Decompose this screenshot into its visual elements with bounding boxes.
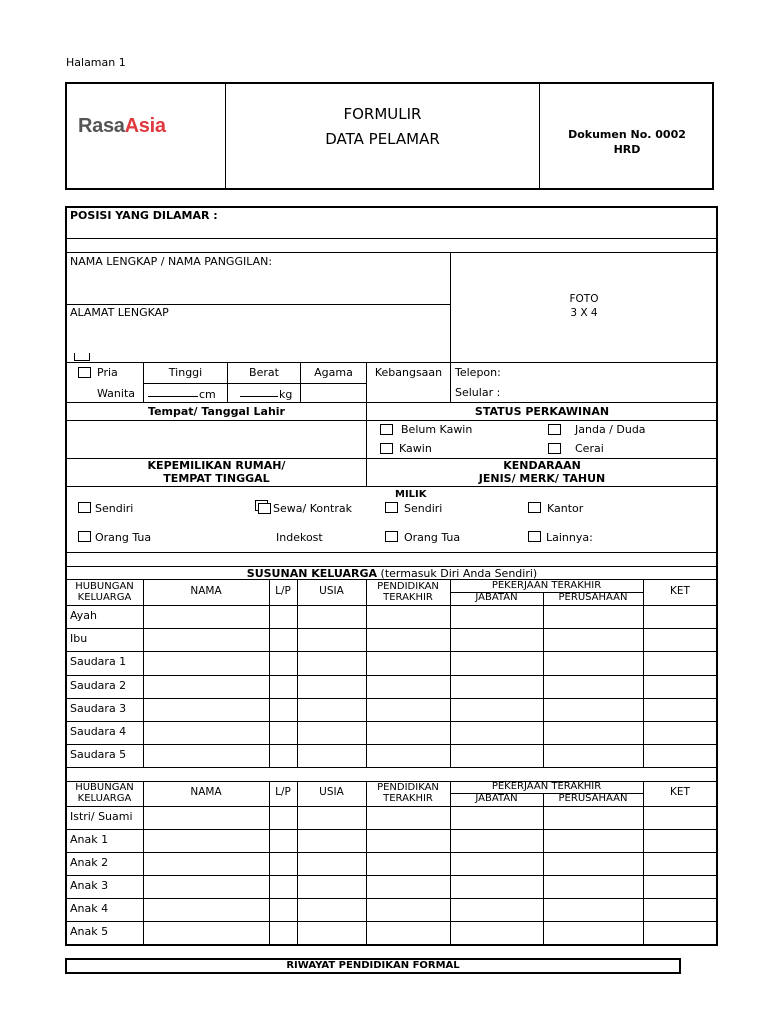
vehicle-office-label: Kantor	[547, 502, 584, 515]
family-title-note: (termasuk Diri Anda Sendiri)	[380, 567, 538, 580]
family-parents-cell-education[interactable]	[368, 746, 448, 765]
family-spouse-cell-company[interactable]	[545, 877, 641, 896]
family-spouse-row-label: Anak 3	[70, 879, 109, 892]
family-spouse-cell-note[interactable]	[645, 808, 715, 827]
family-parents-header-education-2: TERAKHIR	[383, 592, 433, 603]
family-spouse-cell-note[interactable]	[645, 831, 715, 850]
nationality-label: Kebangsaan	[374, 366, 443, 379]
family-spouse-header-gender: L/P	[275, 786, 291, 798]
housing-own-checkbox[interactable]	[78, 502, 91, 513]
family-parents-cell-company[interactable]	[545, 700, 641, 719]
family-parents-cell-gender[interactable]	[271, 630, 295, 649]
family-spouse-header-education-2: TERAKHIR	[383, 793, 433, 804]
family-spouse-row-label: Anak 5	[70, 925, 109, 938]
family-parents-header-relation-1: HUBUNGAN	[75, 581, 134, 592]
housing-boarding-label: Indekost	[276, 531, 323, 544]
family-spouse-cell-age[interactable]	[299, 923, 364, 942]
family-parents-cell-gender[interactable]	[271, 746, 295, 765]
family-spouse-cell-gender[interactable]	[271, 900, 295, 919]
address-label: ALAMAT LENGKAP	[70, 306, 169, 319]
marital-widowed-label: Janda / Duda	[575, 423, 646, 436]
nationality-field[interactable]	[367, 384, 450, 401]
birth-label: Tempat/ Tanggal Lahir	[148, 405, 285, 418]
photo-size: 3 X 4	[570, 307, 598, 319]
gender-female-label: Wanita	[97, 387, 135, 400]
family-spouse-cell-education[interactable]	[368, 900, 448, 919]
form-title-line1: FORMULIR	[343, 105, 422, 123]
family-spouse-header-note: KET	[670, 786, 690, 798]
family-parents-cell-company[interactable]	[545, 653, 641, 673]
family-parents-cell-company[interactable]	[545, 630, 641, 649]
birth-field[interactable]	[67, 421, 365, 457]
family-title-text: SUSUNAN KELUARGA	[246, 567, 378, 580]
religion-field[interactable]	[301, 384, 366, 401]
family-spouse-cell-gender[interactable]	[271, 808, 295, 827]
marital-widowed-checkbox[interactable]	[548, 424, 561, 435]
family-spouse-row-label: Istri/ Suami	[70, 810, 133, 823]
family-parents-row-label: Ibu	[70, 632, 88, 645]
marital-divorced-checkbox[interactable]	[548, 443, 561, 454]
fullname-field[interactable]	[67, 270, 449, 303]
religion-label: Agama	[314, 366, 353, 379]
owner-label: MILIK	[395, 489, 427, 500]
vehicle-parents-label: Orang Tua	[404, 531, 461, 544]
family-parents-row-label: Saudara 3	[70, 702, 127, 715]
family-spouse-cell-note[interactable]	[645, 900, 715, 919]
family-spouse-cell-position[interactable]	[452, 877, 541, 896]
family-spouse-cell-name[interactable]	[145, 923, 267, 942]
family-spouse-cell-age[interactable]	[299, 877, 364, 896]
family-spouse-cell-position[interactable]	[452, 808, 541, 827]
height-label: Tinggi	[168, 366, 203, 379]
vehicle-own-checkbox[interactable]	[385, 502, 398, 513]
family-spouse-cell-note[interactable]	[645, 877, 715, 896]
family-spouse-cell-name[interactable]	[145, 877, 267, 896]
family-parents-cell-name[interactable]	[145, 653, 267, 673]
family-spouse-cell-education[interactable]	[368, 854, 448, 873]
family-parents-cell-age[interactable]	[299, 700, 364, 719]
education-title: RIWAYAT PENDIDIKAN FORMAL	[286, 960, 460, 971]
family-spouse-header-relation-1: HUBUNGAN	[75, 782, 134, 793]
family-spouse-header-job: PEKERJAAN TERAKHIR	[491, 781, 602, 792]
family-parents-cell-position[interactable]	[452, 700, 541, 719]
family-spouse-cell-age[interactable]	[299, 854, 364, 873]
position-label: POSISI YANG DILAMAR :	[70, 209, 218, 222]
housing-label-line1: KEPEMILIKAN RUMAH/	[147, 459, 286, 472]
family-parents-header-age: USIA	[319, 585, 344, 597]
vehicle-parents-checkbox[interactable]	[385, 531, 398, 542]
family-spouse-row-label: Anak 2	[70, 856, 109, 869]
family-parents-cell-position[interactable]	[452, 723, 541, 742]
family-parents-cell-name[interactable]	[145, 723, 267, 742]
family-parents-cell-age[interactable]	[299, 607, 364, 626]
family-parents-cell-education[interactable]	[368, 630, 448, 649]
family-spouse-cell-name[interactable]	[145, 854, 267, 873]
family-parents-cell-education[interactable]	[368, 607, 448, 626]
family-spouse-row-label: Anak 4	[70, 902, 109, 915]
height-unit: cm	[199, 388, 216, 401]
family-parents-header-note: KET	[670, 585, 690, 597]
family-spouse-cell-age[interactable]	[299, 808, 364, 827]
position-field[interactable]	[67, 222, 716, 237]
gender-male-checkbox[interactable]	[78, 367, 91, 378]
phone-label: Telepon:	[455, 366, 501, 379]
page-label: Halaman 1	[66, 56, 126, 69]
family-spouse-cell-education[interactable]	[368, 831, 448, 850]
family-parents-cell-position[interactable]	[452, 653, 541, 673]
family-parents-cell-education[interactable]	[368, 723, 448, 742]
family-spouse-cell-position[interactable]	[452, 831, 541, 850]
family-spouse-cell-education[interactable]	[368, 808, 448, 827]
marital-married-checkbox[interactable]	[380, 443, 393, 454]
family-spouse-cell-age[interactable]	[299, 900, 364, 919]
mobile-field[interactable]	[510, 384, 715, 401]
family-spouse-cell-company[interactable]	[545, 900, 641, 919]
family-spouse-cell-company[interactable]	[545, 831, 641, 850]
family-spouse-cell-note[interactable]	[645, 854, 715, 873]
document-number: Dokumen No. 0002	[568, 128, 686, 141]
family-parents-header-gender: L/P	[275, 585, 291, 597]
family-parents-cell-company[interactable]	[545, 607, 641, 626]
family-spouse-cell-position[interactable]	[452, 900, 541, 919]
family-parents-cell-company[interactable]	[545, 746, 641, 765]
family-parents-header-position: JABATAN	[475, 592, 518, 603]
weight-label: Berat	[249, 366, 279, 379]
family-spouse-cell-age[interactable]	[299, 831, 364, 850]
housing-parents-checkbox[interactable]	[78, 531, 91, 542]
vehicle-own-label: Sendiri	[404, 502, 443, 515]
photo-placeholder	[451, 292, 717, 320]
family-parents-row-label: Saudara 4	[70, 725, 127, 738]
family-spouse-cell-company[interactable]	[545, 854, 641, 873]
family-parents-row-label: Saudara 1	[70, 655, 127, 668]
form-title-line2: DATA PELAMAR	[325, 130, 440, 148]
logo-part-asia: Asia	[124, 115, 166, 137]
family-spouse-cell-education[interactable]	[368, 877, 448, 896]
family-spouse-cell-education[interactable]	[368, 923, 448, 942]
family-spouse-header-name: NAMA	[190, 786, 222, 798]
weight-field[interactable]	[240, 385, 278, 396]
vehicle-label-line1: KENDARAAN	[503, 459, 581, 472]
vehicle-label	[367, 459, 717, 485]
family-parents-cell-note[interactable]	[645, 746, 715, 765]
family-spouse-cell-gender[interactable]	[271, 831, 295, 850]
family-parents-row-label: Saudara 2	[70, 679, 127, 692]
family-spouse-cell-position[interactable]	[452, 923, 541, 942]
family-parents-cell-name[interactable]	[145, 607, 267, 626]
family-parents-cell-position[interactable]	[452, 607, 541, 626]
family-parents-cell-gender[interactable]	[271, 653, 295, 673]
family-parents-cell-education[interactable]	[368, 700, 448, 719]
family-parents-row-label: Ayah	[70, 609, 98, 622]
family-spouse-cell-name[interactable]	[145, 900, 267, 919]
housing-label	[67, 459, 366, 485]
document-dept: HRD	[613, 143, 641, 156]
family-parents-cell-company[interactable]	[545, 677, 641, 696]
photo-label: FOTO	[569, 293, 599, 305]
document-info	[540, 127, 714, 157]
family-parents-cell-note[interactable]	[645, 653, 715, 673]
family-parents-header-company: PERUSAHAAN	[558, 592, 628, 603]
logo-part-rasa: Rasa	[78, 115, 125, 137]
family-parents-cell-gender[interactable]	[271, 607, 295, 626]
family-spouse-cell-company[interactable]	[545, 808, 641, 827]
gender-male-label: Pria	[97, 366, 118, 379]
family-parents-cell-age[interactable]	[299, 746, 364, 765]
housing-own-label: Sendiri	[95, 502, 134, 515]
family-spouse-header-company: PERUSAHAAN	[558, 793, 628, 804]
family-spouse-cell-name[interactable]	[145, 808, 267, 827]
family-spouse-cell-note[interactable]	[645, 923, 715, 942]
address-field[interactable]	[67, 320, 449, 350]
company-logo	[78, 115, 166, 138]
family-spouse-cell-name[interactable]	[145, 831, 267, 850]
family-spouse-cell-gender[interactable]	[271, 877, 295, 896]
height-field[interactable]	[148, 385, 198, 396]
family-spouse-cell-company[interactable]	[545, 923, 641, 942]
family-spouse-header-education-1: PENDIDIKAN	[377, 782, 439, 793]
family-spouse-cell-position[interactable]	[452, 854, 541, 873]
weight-unit: kg	[279, 388, 293, 401]
vehicle-other-label: Lainnya:	[546, 531, 593, 544]
family-spouse-header-age: USIA	[319, 786, 344, 798]
family-parents-cell-gender[interactable]	[271, 677, 295, 696]
family-spouse-cell-gender[interactable]	[271, 854, 295, 873]
vehicle-label-line2: JENIS/ MERK/ TAHUN	[478, 472, 606, 485]
marital-label: STATUS PERKAWINAN	[474, 405, 610, 418]
housing-label-line2: TEMPAT TINGGAL	[163, 472, 270, 485]
family-parents-cell-education[interactable]	[368, 653, 448, 673]
family-parents-header-name: NAMA	[190, 585, 222, 597]
family-parents-cell-note[interactable]	[645, 723, 715, 742]
family-parents-cell-name[interactable]	[145, 630, 267, 649]
housing-rent-checkbox-inner	[258, 503, 271, 514]
family-parents-cell-note[interactable]	[645, 607, 715, 626]
family-parents-header-relation-2: KELUARGA	[77, 592, 132, 603]
family-parents-cell-position[interactable]	[452, 630, 541, 649]
family-parents-cell-education[interactable]	[368, 677, 448, 696]
housing-rent-label: Sewa/ Kontrak	[273, 502, 353, 515]
housing-parents-label: Orang Tua	[95, 531, 152, 544]
family-parents-cell-company[interactable]	[545, 723, 641, 742]
family-parents-cell-name[interactable]	[145, 700, 267, 719]
family-parents-cell-gender[interactable]	[271, 723, 295, 742]
marital-divorced-label: Cerai	[575, 442, 604, 455]
marital-single-checkbox[interactable]	[380, 424, 393, 435]
family-parents-cell-name[interactable]	[145, 677, 267, 696]
family-parents-cell-age[interactable]	[299, 653, 364, 673]
fullname-label: NAMA LENGKAP / NAMA PANGGILAN:	[70, 255, 273, 268]
mobile-label: Selular :	[455, 386, 501, 399]
family-spouse-header-position: JABATAN	[475, 793, 518, 804]
family-parents-cell-position[interactable]	[452, 677, 541, 696]
family-spouse-cell-gender[interactable]	[271, 923, 295, 942]
marital-married-label: Kawin	[399, 442, 432, 455]
family-parents-cell-name[interactable]	[145, 746, 267, 765]
vehicle-other-checkbox[interactable]	[528, 531, 541, 542]
family-parents-cell-position[interactable]	[452, 746, 541, 765]
address-marker	[74, 353, 90, 361]
family-parents-row-label: Saudara 5	[70, 748, 127, 761]
family-parents-cell-age[interactable]	[299, 723, 364, 742]
marital-single-label: Belum Kawin	[401, 423, 473, 436]
family-parents-header-education-1: PENDIDIKAN	[377, 581, 439, 592]
family-parents-cell-age[interactable]	[299, 677, 364, 696]
form-title	[226, 102, 539, 152]
family-parents-cell-age[interactable]	[299, 630, 364, 649]
family-parents-header-job: PEKERJAAN TERAKHIR	[491, 580, 602, 591]
family-parents-cell-gender[interactable]	[271, 700, 295, 719]
family-parents-cell-note[interactable]	[645, 630, 715, 649]
family-parents-cell-note[interactable]	[645, 677, 715, 696]
family-parents-cell-note[interactable]	[645, 700, 715, 719]
family-spouse-header-relation-2: KELUARGA	[77, 793, 132, 804]
family-spouse-row-label: Anak 1	[70, 833, 109, 846]
vehicle-office-checkbox[interactable]	[528, 502, 541, 513]
phone-field[interactable]	[505, 364, 715, 381]
